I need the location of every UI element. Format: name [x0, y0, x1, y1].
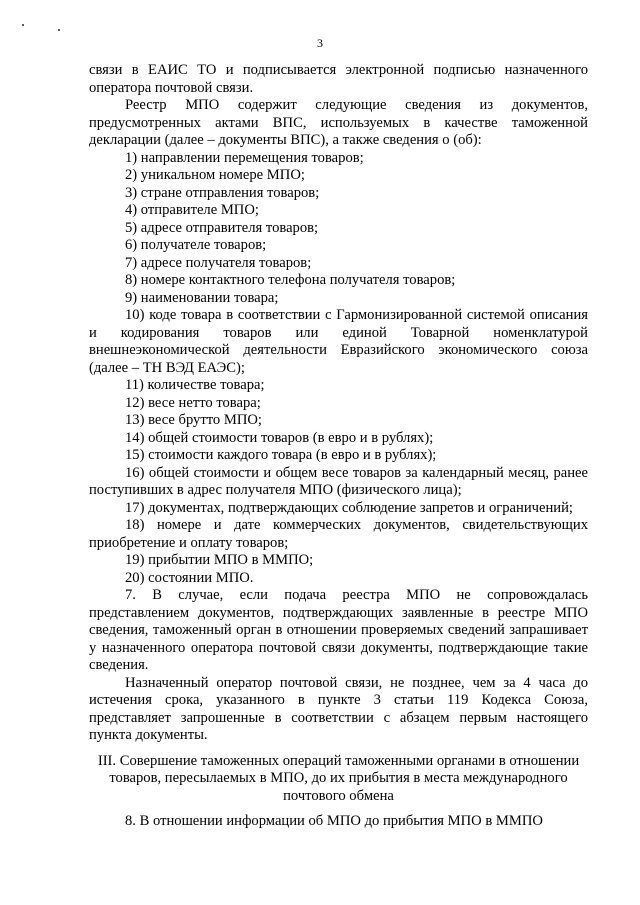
spacer — [89, 805, 588, 813]
list-item: 12) весе нетто товара; — [125, 394, 261, 411]
list-item: 3) стране отправления товаров; — [125, 184, 320, 201]
list-item: 5) адресе отправителя товаров; — [125, 219, 319, 236]
list-item: 11) количестве товара; — [125, 377, 265, 393]
list-item: 14) общей стоимости товаров (в евро и в рублях); — [125, 429, 434, 446]
list-item: 17) документах, подтверждающих соблюдение запретов и ограничений; — [125, 499, 573, 516]
paragraph: 8. В отношении информации об МПО до прибытия МПО в ММПО — [125, 813, 543, 829]
list-item: 18) номере и дате коммерческих документов, свидетельствующих приобретение и оплату товаров; — [89, 517, 588, 551]
paragraph: 7. В случае, если подача реестра МПО не сопровождалась представлением документов, подтверждающих заявленные в реестре МПО сведения, таможенный орган в отношении проверяемых сведений запрашивает у назначенного оператора почтовой связи документы, подтверждающие такие сведения. — [89, 587, 588, 673]
paragraph: Реестр МПО содержит следующие сведения из документов, предусмотренных актами ВПС, используемых в качестве таможенной декларации (далее – документы ВПС), а также сведения о (об): — [89, 97, 588, 148]
list-item: 2) уникальном номере МПО; — [125, 167, 305, 183]
page-number: 3 — [317, 36, 323, 50]
list-item: 19) прибытии МПО в ММПО; — [125, 552, 314, 568]
list-item: 10) коде товара в соответствии с Гармонизированной системой описания и кодирования товаров или единой Товарной номенклатурой внешнеэкономической деятельности Евразийского экономического союза (далее – ТН ВЭД ЕАЭС); — [89, 307, 588, 376]
list-item: 13) весе брутто МПО; — [125, 412, 262, 428]
scan-speck — [58, 29, 60, 31]
list-item: 1) направлении перемещения товаров; — [125, 149, 364, 166]
list-item: 9) наименовании товара; — [125, 289, 279, 306]
list-item: 16) общей стоимости и общем весе товаров за календарный месяц, ранее поступивших в адрес получателя МПО (физического лица); — [89, 464, 588, 498]
spacer — [89, 745, 588, 753]
paragraph: Назначенный оператор почтовой связи, не позднее, чем за 4 часа до истечения срока, указанного в пункте 3 статьи 119 Кодекса Союза, представляет запрошенные в соответствии с абзацем первым настоящего пункта документы. — [89, 674, 588, 743]
list-item: 6) получателе товаров; — [125, 237, 267, 253]
section-heading: III. Совершение таможенных операций таможенными органами в отношении товаров, пересылаемых в МПО, до их прибытия в места международного почтового обмена — [97, 752, 580, 804]
list-item: 15) стоимости каждого товара (в евро и в рублях); — [125, 447, 437, 463]
scan-speck — [22, 24, 24, 26]
list-item: 7) адресе получателя товаров; — [125, 254, 312, 271]
list-item: 20) состоянии МПО. — [125, 569, 254, 586]
document-body — [89, 62, 588, 831]
paragraph: связи в ЕАИС ТО и подписывается электронной подписью назначенного оператора почтовой связи. — [89, 62, 588, 96]
list-item: 8) номере контактного телефона получателя товаров; — [125, 272, 456, 288]
list-item: 4) отправителе МПО; — [125, 202, 259, 218]
